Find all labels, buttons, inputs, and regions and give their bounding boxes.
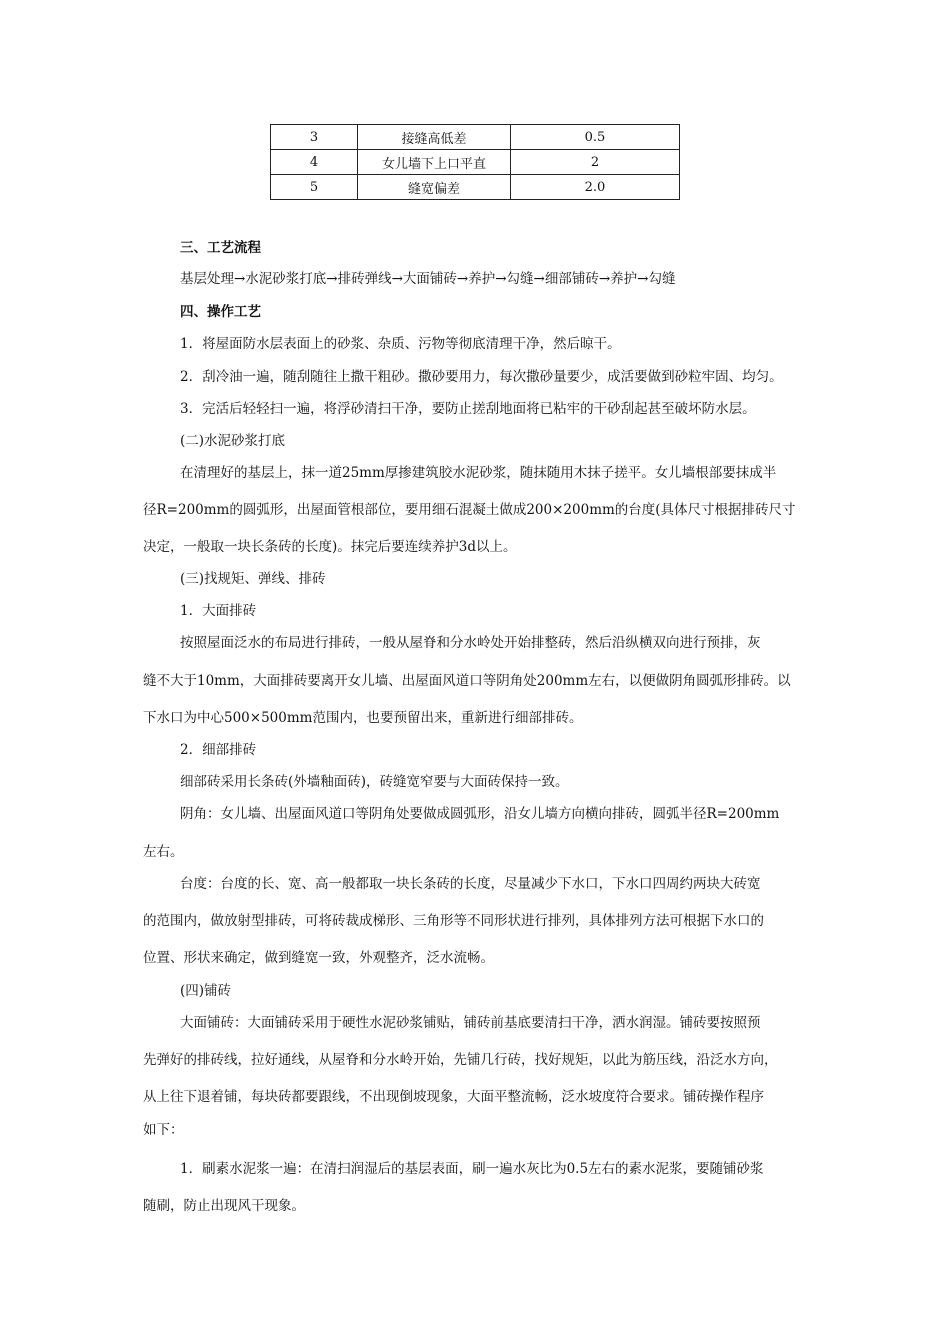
paragraph-line: 从上往下退着铺，每块砖都要跟线，不出现倒坡现象，大面平整流畅，泛水坡度符合要求。铺砖操作程序 (143, 1089, 764, 1105)
paragraph-line: 2．刮冷油一遍，随刮随往上撒干粗砂。撒砂要用力，每次撒砂量要少，成活要做到砂粒牢固、均匀。 (180, 369, 783, 385)
row-number: 4 (271, 150, 358, 175)
paragraph-line: 的范围内，做放射型排砖，可将砖裁成梯形、三角形等不同形状进行排列，具体排列方法可根据下水口的 (143, 913, 764, 929)
row-value: 2.0 (511, 175, 680, 200)
process-flow: 基层处理→水泥砂浆打底→排砖弹线→大面铺砖→养护→勾缝→细部铺砖→养护→勾缝 (180, 271, 676, 287)
paragraph-line: 缝不大于10mm，大面排砖要离开女儿墙、出屋面风道口等阴角处200mm左右，以便做阴角圆弧形排砖。以 (143, 673, 791, 689)
subheading: 2．细部排砖 (180, 742, 257, 758)
row-value: 2 (511, 150, 680, 175)
paragraph-line: 决定，一般取一块长条砖的长度)。抹完后要连续养护3d以上。 (143, 539, 517, 555)
paragraph-line: 在清理好的基层上，抹一道25mm厚掺建筑胶水泥砂浆，随抹随用木抹子搓平。女儿墙根部要抹成半 (180, 465, 777, 481)
paragraph-line: 先弹好的排砖线，拉好通线，从屋脊和分水岭开始，先铺几行砖，找好规矩，以此为筋压线，沿泛水方向， (143, 1052, 778, 1068)
tolerance-table (270, 124, 680, 200)
paragraph-line: 大面铺砖：大面铺砖采用于硬性水泥砂浆铺贴，铺砖前基底要清扫干净，洒水润湿。铺砖要按照预 (180, 1015, 761, 1031)
paragraph-line: 3．完活后轻轻扫一遍，将浮砂清扫干净，要防止搓刮地面将已粘牢的干砂刮起甚至破坏防水层。 (180, 401, 756, 417)
subheading: (二)水泥砂浆打底 (180, 433, 286, 449)
row-number: 5 (271, 175, 358, 200)
row-item: 接缝高低差 (358, 125, 511, 150)
row-item: 缝宽偏差 (358, 175, 511, 200)
table-row (271, 125, 680, 150)
paragraph-line: 随刷，防止出现风干现象。 (143, 1198, 305, 1214)
paragraph-line: 1．将屋面防水层表面上的砂浆、杂质、污物等彻底清理干净，然后晾干。 (180, 336, 621, 352)
paragraph-line: 1．刷素水泥浆一遍：在清扫润湿后的基层表面，刷一遍水灰比为0.5左右的素水泥浆，要随铺砂浆 (180, 1161, 764, 1177)
paragraph-line: 阴角：女儿墙、出屋面风道口等阴角处要做成圆弧形，沿女儿墙方向横向排砖，圆弧半径R=200mm (180, 806, 780, 822)
subheading: (四)铺砖 (180, 983, 232, 999)
subheading: (三)找规矩、弹线、排砖 (180, 571, 326, 587)
paragraph-line: 左右。 (143, 844, 184, 860)
section-heading-operation: 四、操作工艺 (180, 304, 261, 320)
row-value: 0.5 (511, 125, 680, 150)
paragraph-line: 按照屋面泛水的布局进行排砖，一般从屋脊和分水岭处开始排整砖，然后沿纵横双向进行预排，灰 (180, 635, 761, 651)
section-heading-process: 三、工艺流程 (180, 240, 261, 256)
row-number: 3 (271, 125, 358, 150)
paragraph-line: 细部砖采用长条砖(外墙釉面砖)，砖缝宽窄要与大面砖保持一致。 (180, 774, 569, 790)
table-row (271, 175, 680, 200)
subheading: 1．大面排砖 (180, 603, 257, 619)
table-row (271, 150, 680, 175)
paragraph-line: 下水口为中心500×500mm范围内，也要预留出来，重新进行细部排砖。 (143, 710, 583, 726)
paragraph-line: 台度：台度的长、宽、高一般都取一块长条砖的长度，尽量减少下水口，下水口四周约两块大砖宽 (180, 876, 761, 892)
paragraph-line: 径R=200mm的圆弧形，出屋面管根部位，要用细石混凝土做成200×200mm的台度(具体尺寸根据排砖尺寸 (143, 502, 796, 518)
paragraph-line: 位置、形状来确定，做到缝宽一致，外观整齐，泛水流畅。 (143, 950, 494, 966)
paragraph-line: 如下： (143, 1122, 184, 1138)
row-item: 女儿墙下上口平直 (358, 150, 511, 175)
